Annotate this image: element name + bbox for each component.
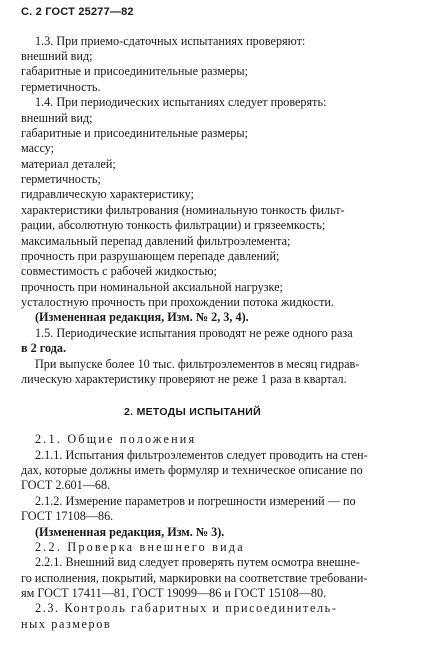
text-line: 2.1.1. Испытания фильтроэлементов следует проводить на стен- — [35, 448, 368, 462]
text-line: рации, абсолютную тонкость фильтрации) и грязеемкость; — [21, 218, 326, 232]
text-line: 1.5. Периодические испытания проводят не реже одного раза — [35, 326, 353, 340]
text-line: усталостную прочность при прохождении потока жидкости. — [21, 295, 334, 309]
text-line: внешний вид; — [21, 49, 93, 63]
text-line: 2.2.1. Внешний вид следует проверять путем осмотра внешне- — [35, 555, 360, 569]
text-line: максимальный перепад давлений фильтроэлемента; — [21, 234, 291, 248]
text-line: габаритные и присоединительные размеры; — [21, 126, 248, 140]
text-line: лическую характеристику проверяют не реже 1 раза в квартал. — [21, 372, 347, 386]
text-line: материал деталей; — [21, 157, 116, 171]
text-line: 1.3. При приемо-сдаточных испытаниях проверяют: — [35, 34, 306, 48]
text-line: прочность при номинальной аксиальной нагрузке; — [21, 280, 283, 294]
subsection-heading: 2.1. Общие положения — [35, 432, 197, 446]
amendment-note: (Измененная редакция, Изм. № 3). — [35, 525, 225, 539]
subsection-heading: 2.3. Контроль габаритных и присоединитель- — [35, 601, 338, 615]
text-line: характеристики фильтрования (номинальную тонкость фильт- — [21, 203, 345, 217]
text-line: массу; — [21, 141, 55, 155]
text-line: го исполнения, покрытий, маркировки на соответствие требовани- — [21, 571, 368, 585]
text-line: в 2 года. — [21, 341, 67, 355]
subsection-heading: 2.2. Проверка внешнего вида — [35, 540, 245, 554]
text-line: 2.1.2. Измерение параметров и погрешности измерений — по — [35, 494, 356, 508]
text-line: При выпуске более 10 тыс. фильтроэлементов в месяц гидрав- — [35, 357, 360, 371]
subsection-heading: ных размеров — [21, 617, 112, 631]
text-line: габаритные и присоединительные размеры; — [21, 64, 248, 78]
text-line: ям ГОСТ 17411—81, ГОСТ 19099—86 и ГОСТ 15108—80. — [21, 586, 327, 600]
text-line: ГОСТ 17108—86. — [21, 509, 114, 523]
section-heading: 2. МЕТОДЫ ИСПЫТАНИЙ — [124, 406, 261, 418]
text-line: дах, которые должны иметь формуляр и техническое описание по — [21, 463, 363, 477]
text-line: 1.4. При периодических испытаниях следует проверять: — [35, 95, 327, 109]
amendment-note: (Измененная редакция, Изм. № 2, 3, 4). — [35, 310, 249, 324]
text-line: внешний вид; — [21, 111, 93, 125]
text-line: ГОСТ 2.601—68. — [21, 478, 111, 492]
text-line: прочность при разрушающем перепаде давлений; — [21, 249, 280, 263]
text-line: совместимость с рабочей жидкостью; — [21, 264, 217, 278]
text-line: гидравлическую характеристику; — [21, 187, 194, 201]
page-header: С. 2 ГОСТ 25277—82 — [21, 6, 134, 18]
text-line: герметичность. — [21, 80, 101, 94]
text-line: герметичность; — [21, 172, 101, 186]
